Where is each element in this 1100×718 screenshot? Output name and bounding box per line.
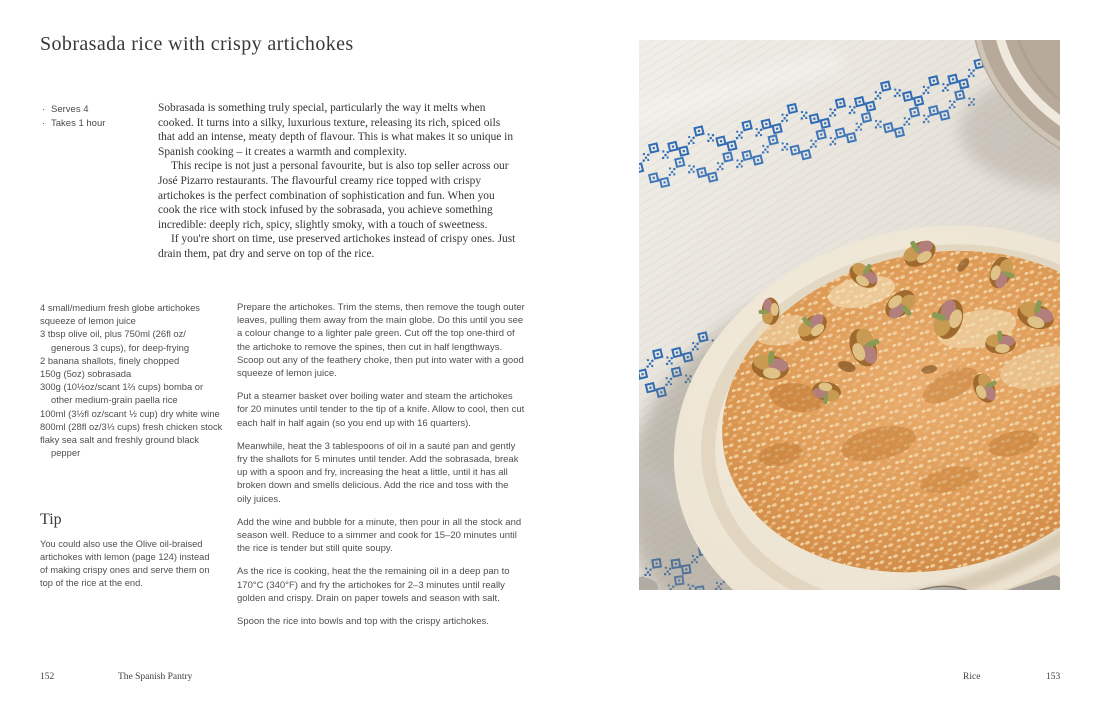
footer-folio-left: 152 — [40, 672, 55, 682]
time-label: Takes 1 hour — [51, 118, 106, 129]
method-paragraph: Add the wine and bubble for a minute, then pour in all the stock and season well. Reduce to a simmer and cook for 15–20 minutes until the rice is tender but still quite soupy. — [237, 516, 522, 555]
ingredient-item: 800ml (28fl oz/3⅓ cups) fresh chicken stock — [40, 420, 223, 432]
method-text — [237, 301, 525, 638]
ingredient-item: flaky sea salt and freshly ground black pepper — [40, 434, 199, 459]
recipe-photo — [639, 40, 1060, 590]
method-paragraph: As the rice is cooking, heat the the remaining oil in a deep pan to 170°C (340°F) and fry the artichokes for 2–3 minutes until really golden and crispy. Drain on paper towels and season with salt. — [237, 566, 510, 604]
ingredient-item: 2 banana shallots, finely chopped — [40, 354, 180, 366]
footer-section-left: The Spanish Pantry — [118, 672, 193, 682]
recipe-meta — [42, 103, 152, 131]
meta-serves — [42, 103, 152, 117]
ingredient-item: 100ml (3½fl oz/scant ½ cup) dry white wine — [40, 407, 220, 419]
ingredient-item: squeeze of lemon juice — [40, 315, 136, 327]
page-title: Sobrasada rice with crispy artichokes — [40, 33, 354, 55]
method-paragraph: Put a steamer basket over boiling water and steam the artichokes for 20 minutes until tender to the tip of a knife. Allow to cool, then cut each half in half again (so you end up with 16 quarters). — [237, 391, 525, 429]
tip-heading: Tip — [40, 511, 62, 528]
tip-text: You could also use the Olive oil-braised artichokes with lemon (page 124) instead of making crispy ones and serve them on top of the rice at the end. — [40, 539, 210, 588]
intro-paragraph: If you're short on time, use preserved artichokes instead of crispy ones. Just drain them, pat dry and serve on top of the rice. — [158, 233, 516, 260]
footer-folio-right: 153 — [1046, 672, 1061, 682]
ingredient-item: 3 tbsp olive oil, plus 750ml (26fl oz/ generous 3 cups), for deep-frying — [40, 328, 190, 353]
footer-section-right: Rice — [963, 672, 981, 682]
method-paragraph: Meanwhile, heat the 3 tablespoons of oil in a sauté pan and gently fry the shallots for 5 minutes until tender. Add the sobrasada, break up with a spoon and fry, increasing the heat a little, until it has all broken down and smells delicious. Add the rice and toss with the oily juices. — [237, 440, 519, 505]
ingredient-item: 300g (10½oz/scant 1⅔ cups) bomba or other medium-grain paella rice — [40, 381, 204, 406]
bullet-icon: · — [42, 118, 46, 129]
ingredients-list — [40, 301, 226, 459]
method-paragraph: Prepare the artichokes. Trim the stems, then remove the tough outer leaves, pulling them away from the main globe. Do this until you see a colour change to a lighter pale green. Cut off the top one-third of the artichoke to remove the spines, then cut in half lengthways. Scoop out any of the feathery choke, then put into water with a good squeeze of lemon juice. — [237, 302, 525, 380]
serves-label: Serves 4 — [51, 104, 89, 115]
ingredient-item: 4 small/medium fresh globe artichokes — [40, 302, 200, 313]
method-paragraph: Spoon the rice into bowls and top with the crispy artichokes. — [237, 616, 489, 628]
ingredient-item: 150g (5oz) sobrasada — [40, 368, 132, 380]
meta-time — [42, 117, 152, 131]
intro-paragraph: This recipe is not just a personal favourite, but is also top seller across our José Pizarro restaurants. The flavourful creamy rice topped with crispy artichokes is the perfect combination of sophistication and fun. When you cook the rice with stock infused by the sobrasada, you achieve something incredible: deeply rich, spicy, slightly smoky, with a touch of sweetness. — [158, 160, 509, 231]
bullet-icon: · — [42, 104, 46, 115]
intro-text — [158, 101, 518, 262]
intro-paragraph: Sobrasada is something truly special, particularly the way it melts when cooked. It turns into a silky, luxurious texture, releasing its rich, spiced oils that add an intense, meaty depth of flavour. This is what makes it so unique in Spanish cooking – it creates a warmth and complexity. — [158, 102, 514, 158]
